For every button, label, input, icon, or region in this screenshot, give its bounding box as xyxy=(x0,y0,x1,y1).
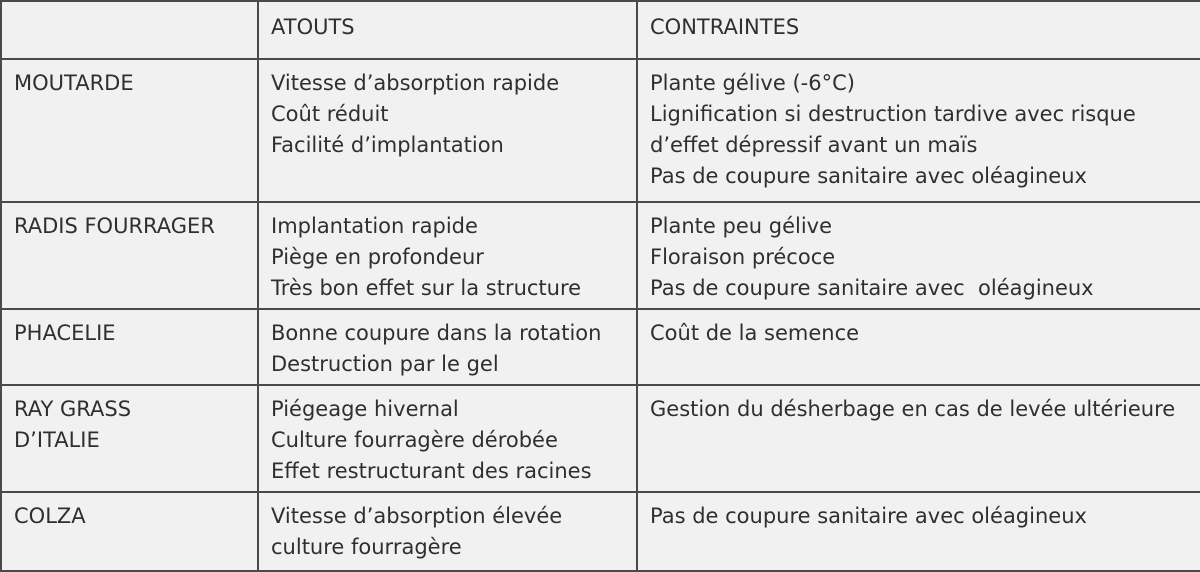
atouts-cell xyxy=(258,309,637,385)
contraintes-cell xyxy=(637,309,1200,385)
atout-line: Piège en profondeur xyxy=(271,245,484,269)
crop-cell xyxy=(1,492,258,571)
table-row xyxy=(1,202,1200,309)
contraintes-cell xyxy=(637,385,1200,492)
contrainte-line: Lignification si destruction tardive avec risque xyxy=(650,102,1136,126)
atout-line: Très bon effet sur la structure xyxy=(271,276,582,300)
crop-cell xyxy=(1,202,258,309)
atouts-cell xyxy=(258,59,637,202)
atout-line: culture fourragère xyxy=(271,535,462,559)
contrainte-line: d’effet dépressif avant un maïs xyxy=(650,133,978,157)
contrainte-line: Gestion du désherbage en cas de levée ultérieure xyxy=(650,397,1176,421)
header-cell-contraintes: CONTRAINTES xyxy=(637,1,1200,59)
crop-name: RADIS FOURRAGER xyxy=(14,214,215,238)
contrainte-line: Floraison précoce xyxy=(650,245,836,269)
atout-line: Vitesse d’absorption rapide xyxy=(271,71,560,95)
table-row xyxy=(1,309,1200,385)
atout-line: Bonne coupure dans la rotation xyxy=(271,321,602,345)
contraintes-cell xyxy=(637,492,1200,571)
contrainte-line: Plante peu gélive xyxy=(650,214,833,238)
table-header-row xyxy=(1,1,1200,59)
header-cell-crop xyxy=(1,1,258,59)
atout-line: Piégeage hivernal xyxy=(271,397,459,421)
atout-line: Effet restructurant des racines xyxy=(271,459,592,483)
crop-cell xyxy=(1,309,258,385)
atout-line: Coût réduit xyxy=(271,102,389,126)
contrainte-line: Coût de la semence xyxy=(650,321,860,345)
contraintes-cell xyxy=(637,202,1200,309)
header-cell-atouts: ATOUTS xyxy=(258,1,637,59)
atout-line: Vitesse d’absorption élevée xyxy=(271,504,563,528)
crop-name: COLZA xyxy=(14,504,86,528)
crop-name: MOUTARDE xyxy=(14,71,134,95)
crop-name: D’ITALIE xyxy=(14,428,100,452)
atout-line: Destruction par le gel xyxy=(271,352,499,376)
atout-line: Facilité d’implantation xyxy=(271,133,504,157)
contrainte-line: Pas de coupure sanitaire avec oléagineux xyxy=(650,276,1094,300)
table-row xyxy=(1,59,1200,202)
atouts-cell xyxy=(258,492,637,571)
atout-line: Implantation rapide xyxy=(271,214,478,238)
crop-cell xyxy=(1,385,258,492)
crop-name: PHACELIE xyxy=(14,321,116,345)
contrainte-line: Pas de coupure sanitaire avec oléagineux xyxy=(650,164,1087,188)
atouts-cell xyxy=(258,385,637,492)
crop-name: RAY GRASS xyxy=(14,397,132,421)
atouts-cell xyxy=(258,202,637,309)
atout-line: Culture fourragère dérobée xyxy=(271,428,558,452)
contrainte-line: Plante gélive (-6°C) xyxy=(650,71,855,95)
crop-cell xyxy=(1,59,258,202)
contrainte-line: Pas de coupure sanitaire avec oléagineux xyxy=(650,504,1087,528)
contraintes-cell xyxy=(637,59,1200,202)
table-row xyxy=(1,492,1200,571)
table-row xyxy=(1,385,1200,492)
